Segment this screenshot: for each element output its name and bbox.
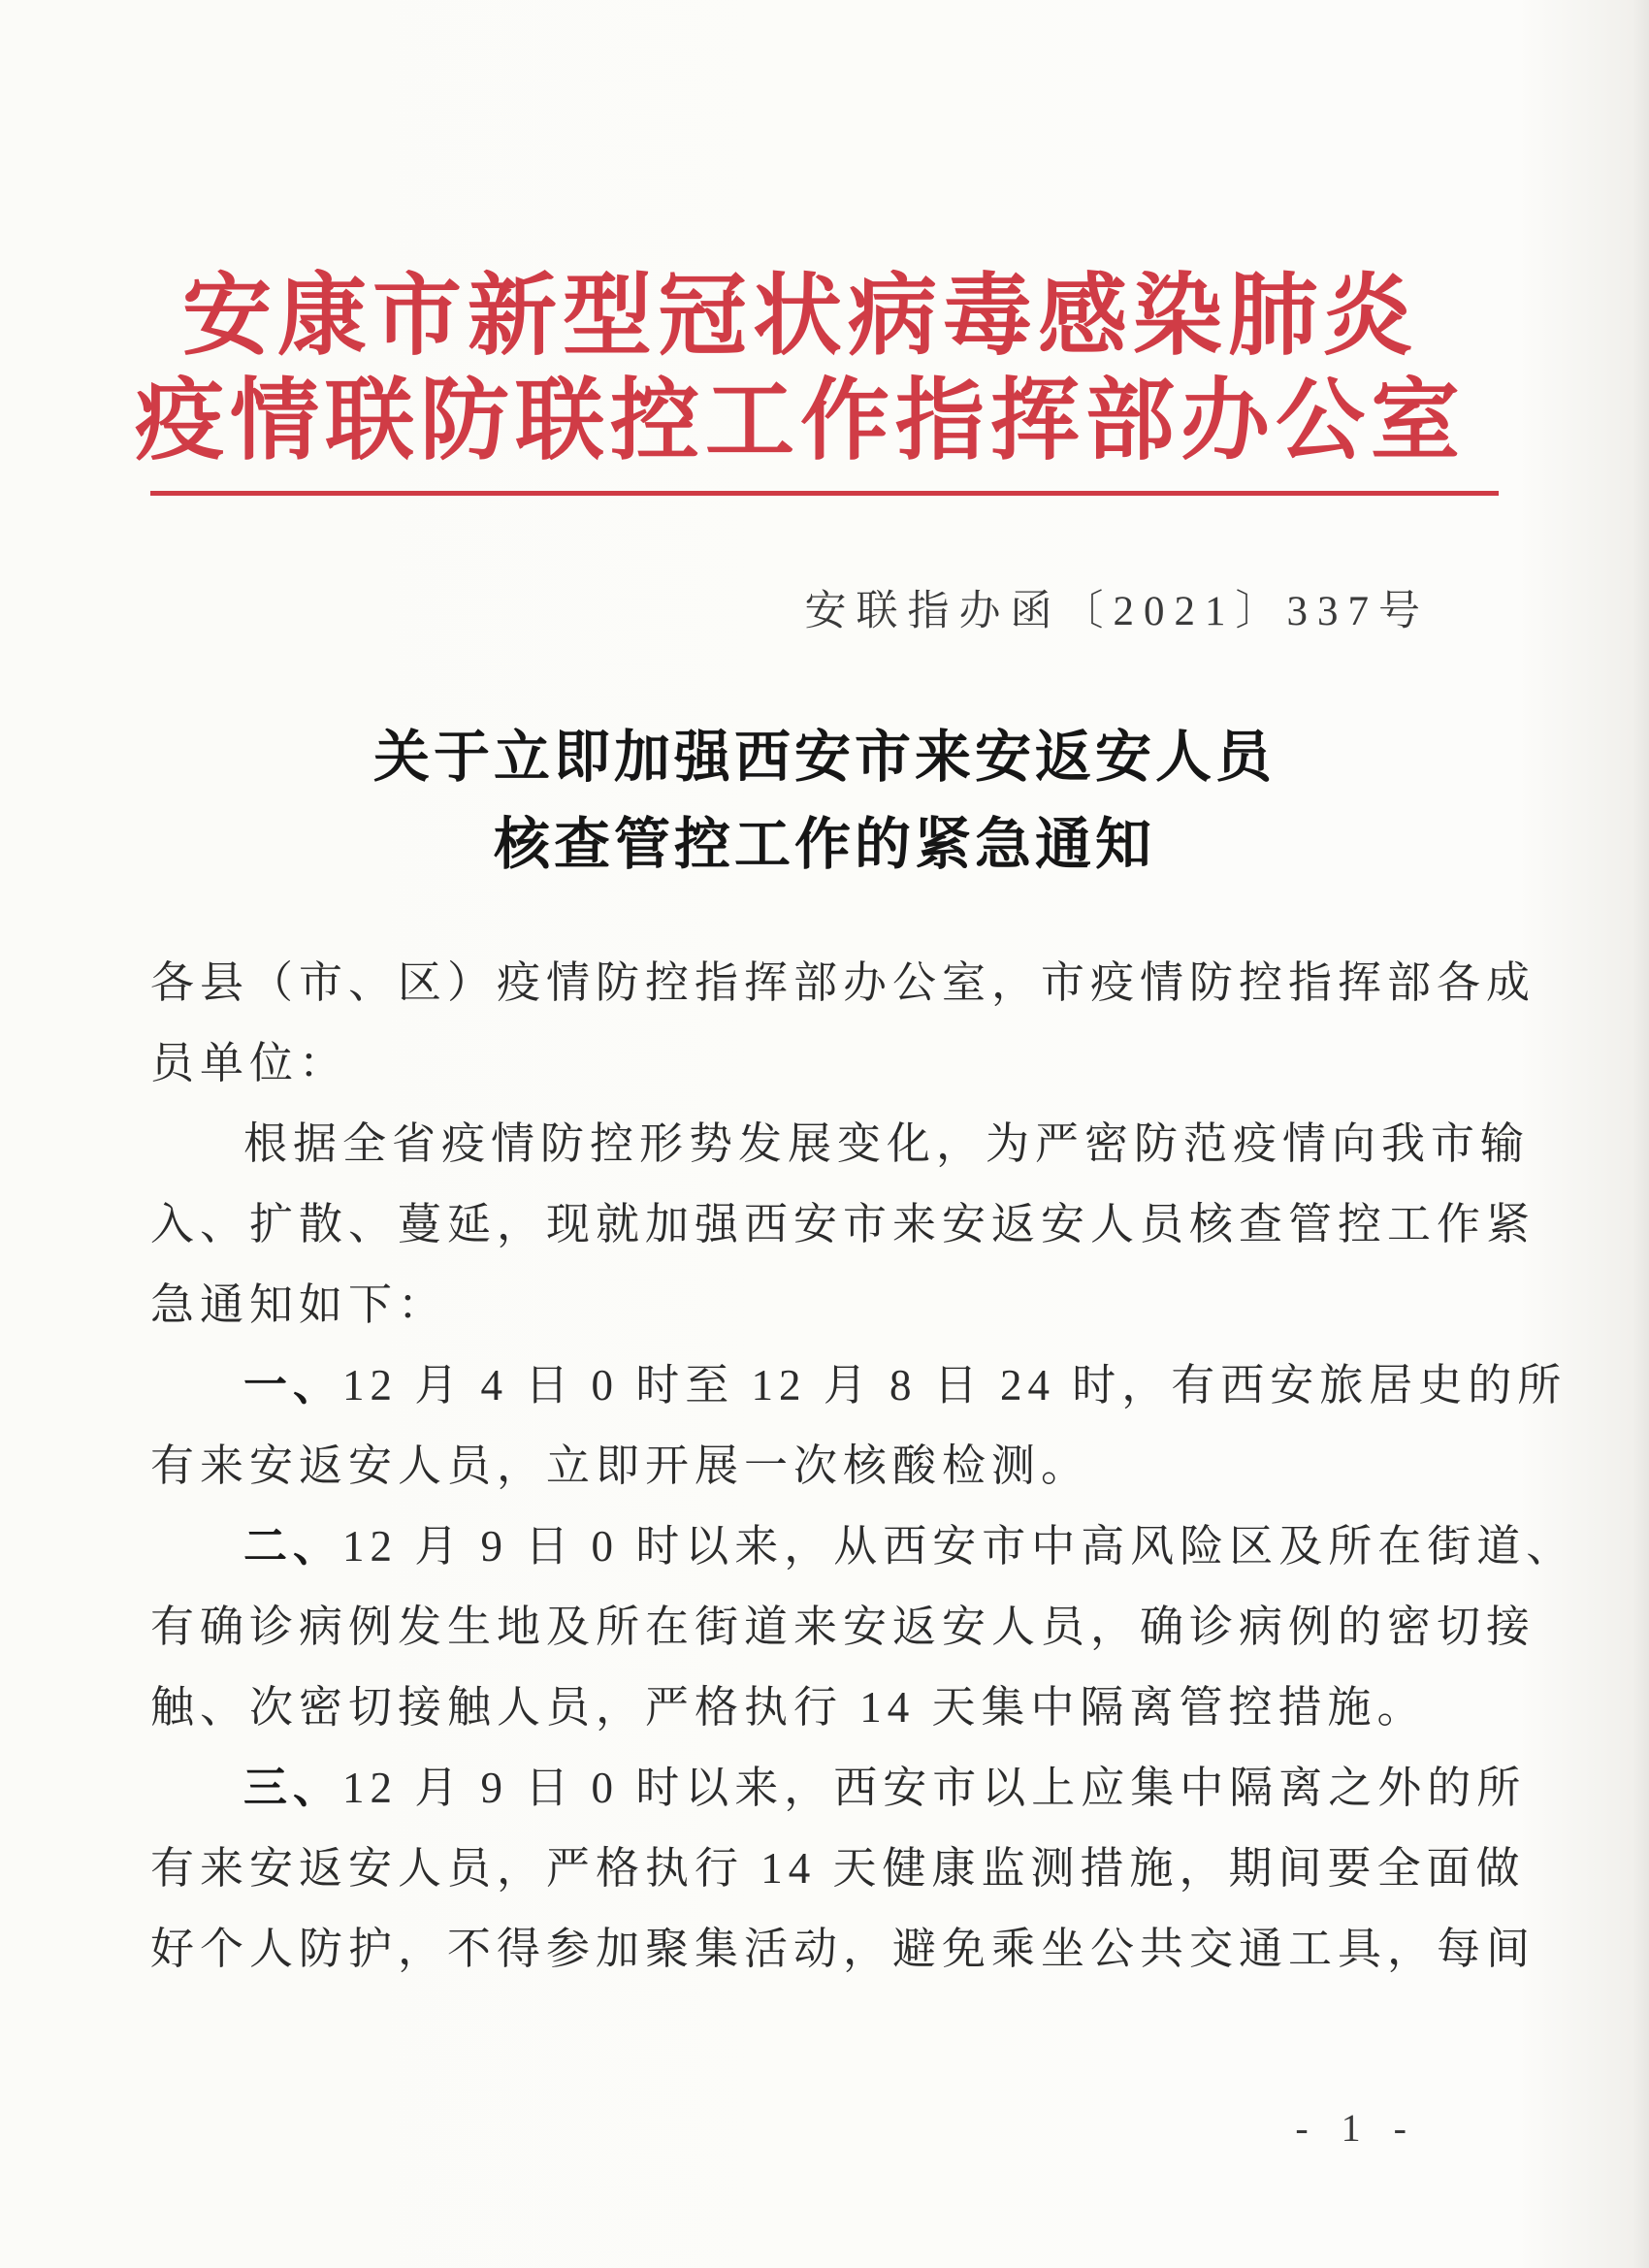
page-number: - 1 -: [1295, 2106, 1418, 2150]
body-line-number-prefix: 二、: [243, 1522, 343, 1571]
body-line: 入、扩散、蔓延，现就加强西安市来安返安人员核查管控工作紧: [150, 1200, 1536, 1248]
org-header-line2: 疫情联防联控工作指挥部办公室: [134, 372, 1466, 470]
document-body: [150, 943, 1576, 1990]
body-line: 触、次密切接触人员，严格执行 14 天集中隔离管控措施。: [150, 1683, 1427, 1732]
body-line: 二、12 月 9 日 0 时以来，从西安市中高风险区及所在街道、: [243, 1522, 1576, 1571]
body-line: 三、12 月 9 日 0 时以来，西安市以上应集中隔离之外的所: [243, 1764, 1527, 1812]
document-title-line2: 核查管控工作的紧急通知: [493, 813, 1155, 876]
body-line: 有来安返安人员，立即开展一次核酸检测。: [150, 1442, 1091, 1490]
body-line: 一、12 月 4 日 0 时至 12 月 8 日 24 时，有西安旅居史的所: [243, 1361, 1568, 1409]
body-line: 有来安返安人员，严格执行 14 天健康监测措施，期间要全面做: [150, 1844, 1526, 1893]
document-title-line1: 关于立即加强西安市来安返安人员: [372, 726, 1276, 789]
body-line: 员单位：: [150, 1039, 349, 1087]
body-line: 急通知如下：: [150, 1280, 448, 1329]
document-org-header: [97, 264, 1504, 473]
body-line-number-prefix: 一、: [243, 1361, 343, 1409]
body-line: 各县（市、区）疫情防控指挥部办公室，市疫情防控指挥部各成: [150, 958, 1536, 1007]
body-line: 好个人防护，不得参加聚集活动，避免乘坐公共交通工具，每间: [150, 1925, 1536, 1973]
document-reference-number: 安联指办函〔2021〕337号: [804, 589, 1430, 634]
body-line: 有确诊病例发生地及所在街道来安返安人员，确诊病例的密切接: [150, 1603, 1536, 1651]
red-header-divider: [150, 491, 1499, 496]
org-header-line1: 安康市新型冠状病毒感染肺炎: [181, 267, 1418, 366]
body-line: 根据全省疫情防控形势发展变化，为严密防范疫情向我市输: [243, 1119, 1531, 1168]
body-line-number-prefix: 三、: [243, 1764, 343, 1812]
document-title: [0, 714, 1649, 889]
